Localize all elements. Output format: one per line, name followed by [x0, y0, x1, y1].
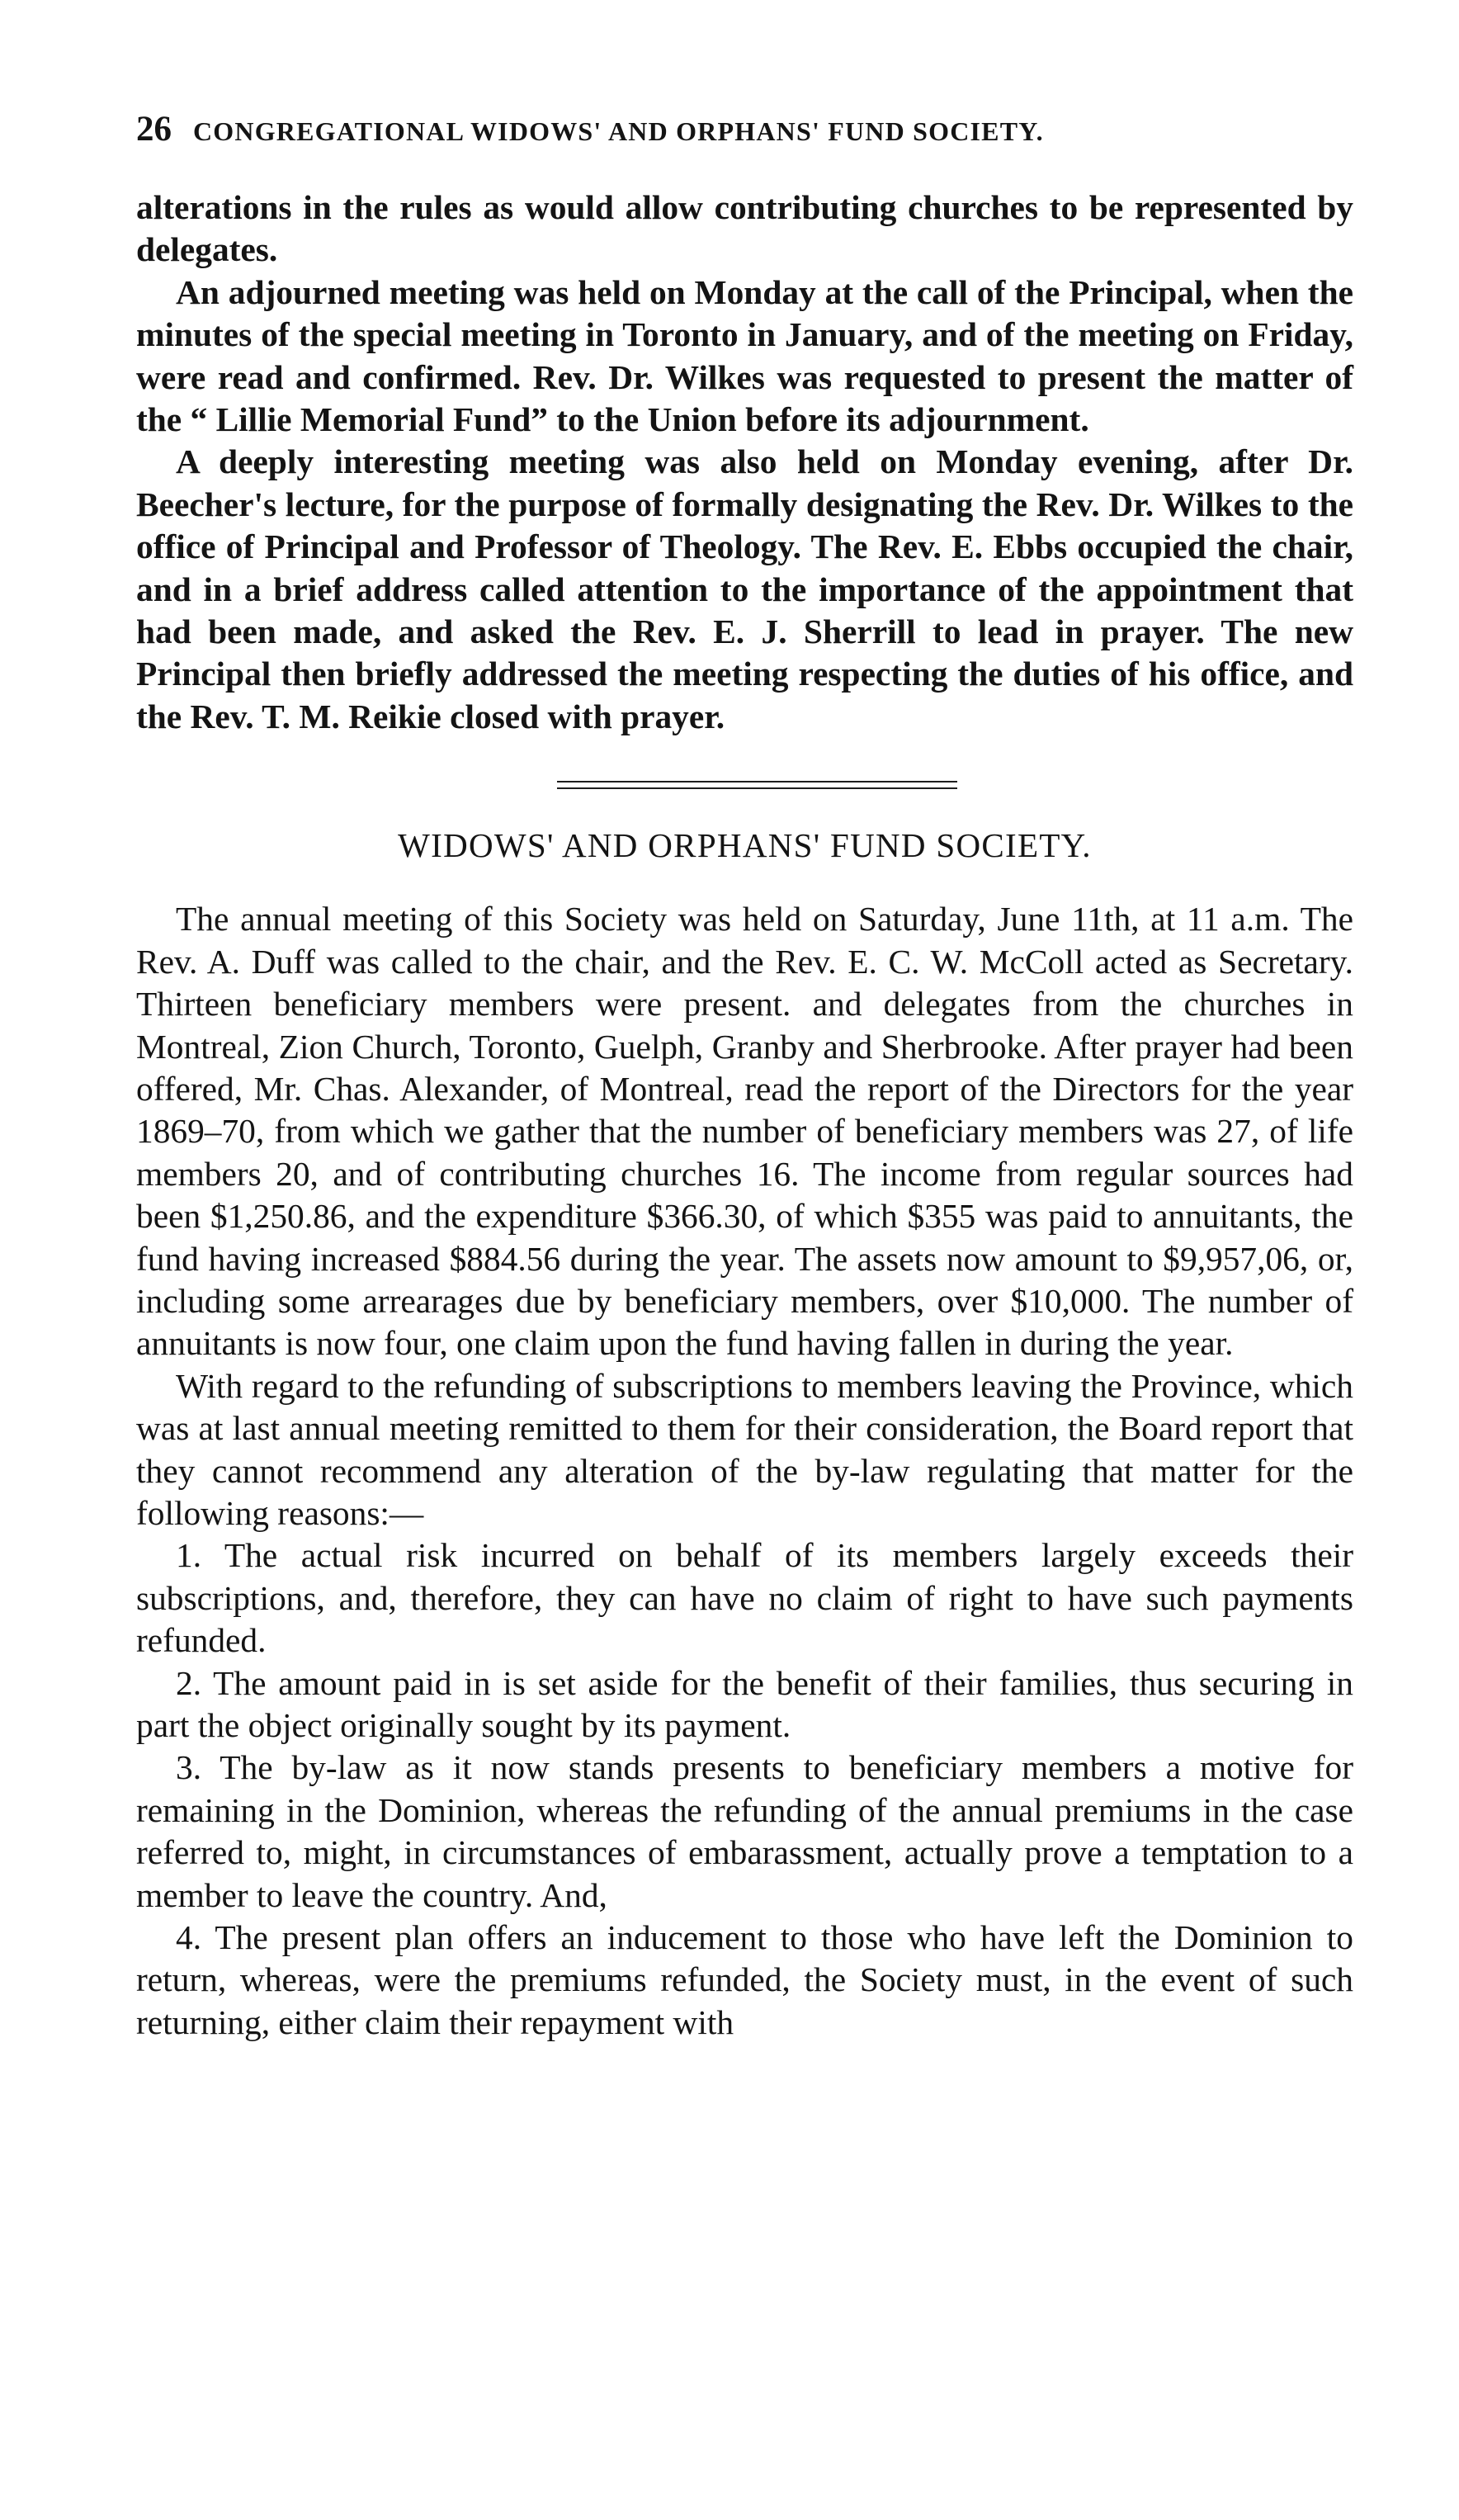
document-page	[136, 109, 1353, 2044]
intro-paragraph-3: A deeply interesting meeting was also held on Monday evening, after Dr. Beecher's lecture, for the purpose of formally designating the Rev. Dr. Wilkes to the office of Principal and Professor of Theology. The Rev. E. Ebbs occupied the chair, and in a brief address called attention to the importance of the appointment that had been made, and asked the Rev. E. J. Sherrill to lead in prayer. The new Principal then briefly addressed the meeting respecting the duties of his office, and the Rev. T. M. Reikie closed with prayer.	[136, 442, 1353, 735]
reason-3: 3. The by-law as it now stands presents to beneficiary members a motive for remaining in the Dominion, whereas the refunding of the annual premiums in the case referred to, might, in circumstances of embarassment, actually prove a temptation to a member to leave the country. And,	[136, 1748, 1353, 1914]
reason-4: 4. The present plan offers an inducement to those who have left the Dominion to return, whereas, were the premiums refunded, the Society must, in the event of such returning, either claim their repayment with	[136, 1918, 1353, 2041]
section-body	[136, 898, 1353, 2044]
running-header	[136, 109, 1353, 155]
section-divider	[557, 781, 957, 789]
intro-paragraph-1: alterations in the rules as would allow contributing churches to be represented by delegates.	[136, 188, 1353, 269]
reason-1: 1. The actual risk incurred on behalf of its members largely exceeds their subscriptions, and, therefore, they can have no claim of right to have such payments refunded.	[136, 1536, 1353, 1660]
section-paragraph-2: With regard to the refunding of subscriptions to members leaving the Province, which was at last annual meeting remitted to them for their consideration, the Board report that they cannot recommend any alteration of the by-law regulating that matter for the following reasons:—	[136, 1366, 1353, 1532]
reason-2: 2. The amount paid in is set aside for the benefit of their families, thus securing in part the object originally sought by its payment.	[136, 1663, 1353, 1744]
page-number: 26	[136, 110, 172, 149]
intro-paragraph-2: An adjourned meeting was held on Monday at the call of the Principal, when the minutes of the special meeting in Toronto in January, and of the meeting on Friday, were read and confirmed. Rev. Dr. Wilkes was requested to present the matter of the “ Lillie Memorial Fund” to the Union before its adjournment.	[136, 272, 1353, 439]
running-title: CONGREGATIONAL WIDOWS' AND ORPHANS' FUND SOCIETY.	[193, 116, 1044, 146]
section-title: WIDOWS' AND ORPHANS' FUND SOCIETY.	[398, 826, 1092, 865]
continued-article	[136, 187, 1353, 738]
section-paragraph-1: The annual meeting of this Society was held on Saturday, June 11th, at 11 a.m. The Rev. A. Duff was called to the chair, and the Rev. E. C. W. McColl acted as Secretary. Thirteen beneficiary members were present. and delegates from the churches in Montreal, Zion Church, Toronto, Guelph, Granby and Sherbrooke. After prayer had been offered, Mr. Chas. Alexander, of Montreal, read the report of the Directors for the year 1869–70, from which we gather that the number of beneficiary members was 27, of life members 20, and of contributing churches 16. The income from regular sources had been $1,250.86, and the expenditure $366.30, of which $355 was paid to annuitants, the fund having increased $884.56 during the year. The assets now amount to $9,957,06, or, including some arrearages due by beneficiary members, over $10,000. The number of annuitants is now four, one claim upon the fund having fallen in during the year.	[136, 900, 1353, 1363]
